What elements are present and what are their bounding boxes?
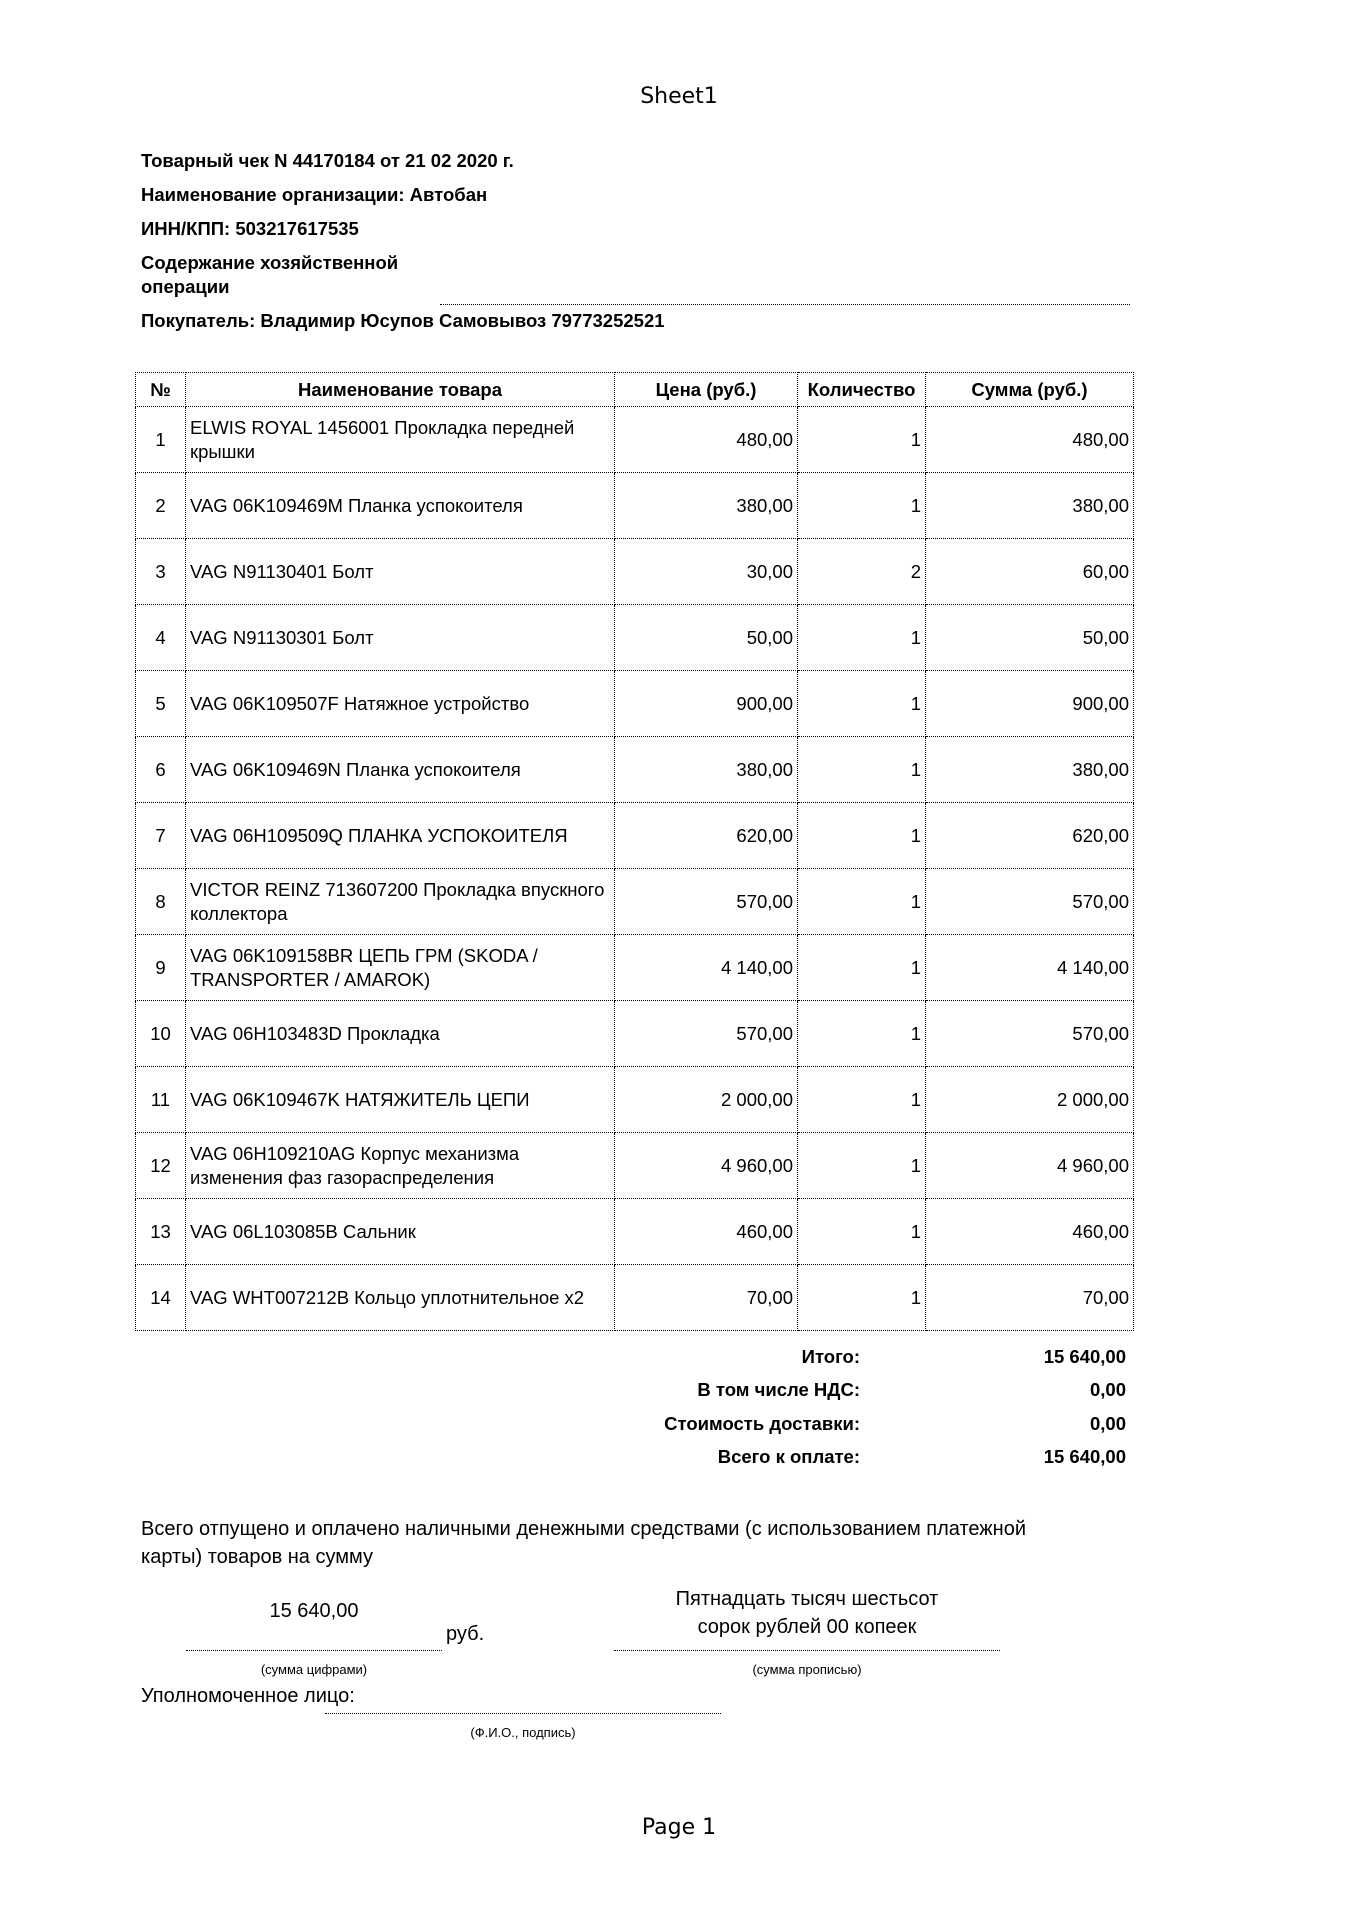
row-sum: 480,00 — [926, 407, 1134, 473]
row-price: 380,00 — [615, 737, 798, 803]
row-name: ELWIS ROYAL 1456001 Прокладка передней крышки — [186, 407, 615, 473]
row-quantity: 1 — [798, 1133, 926, 1199]
currency-label: руб. — [446, 1623, 485, 1645]
operation-label-line2: операции — [141, 276, 230, 297]
delivery-value: 0,00 — [1089, 1413, 1126, 1434]
row-quantity: 1 — [798, 935, 926, 1001]
table-row — [136, 869, 1134, 935]
itogo-value: 15 640,00 — [1043, 1346, 1126, 1367]
row-number: 2 — [136, 473, 186, 539]
table-row — [136, 1133, 1134, 1199]
row-number: 3 — [136, 539, 186, 605]
amount-words-line1: Пятнадцать тысяч шестьсот — [675, 1588, 939, 1610]
row-price: 460,00 — [615, 1199, 798, 1265]
table-row — [136, 473, 1134, 539]
row-name: VAG 06K109469M Планка успокоителя — [186, 473, 615, 539]
row-sum: 50,00 — [926, 605, 1134, 671]
row-quantity: 1 — [798, 737, 926, 803]
row-quantity: 1 — [798, 671, 926, 737]
row-sum: 900,00 — [926, 671, 1134, 737]
row-price: 4 960,00 — [615, 1133, 798, 1199]
row-number: 5 — [136, 671, 186, 737]
row-price: 30,00 — [615, 539, 798, 605]
row-price: 50,00 — [615, 605, 798, 671]
amount-digits: 15 640,00 — [269, 1600, 359, 1622]
row-number: 1 — [136, 407, 186, 473]
vat-value: 0,00 — [1089, 1379, 1126, 1400]
row-price: 570,00 — [615, 869, 798, 935]
table-header-row — [136, 373, 1134, 407]
row-name: VAG WHT007212B Кольцо уплотнительное x2 — [186, 1265, 615, 1331]
row-number: 7 — [136, 803, 186, 869]
table-row — [136, 671, 1134, 737]
row-price: 620,00 — [615, 803, 798, 869]
row-quantity: 1 — [798, 407, 926, 473]
row-number: 10 — [136, 1001, 186, 1067]
operation-underline — [440, 304, 1130, 305]
row-name: VAG 06H103483D Прокладка — [186, 1001, 615, 1067]
col-header-quantity: Количество — [798, 373, 926, 407]
amount-words — [614, 1585, 1000, 1641]
caption-digits: (сумма цифрами) — [260, 1662, 368, 1677]
row-name: VAG N91130301 Болт — [186, 605, 615, 671]
col-header-sum: Сумма (руб.) — [926, 373, 1134, 407]
table-row — [136, 605, 1134, 671]
row-sum: 4 140,00 — [926, 935, 1134, 1001]
inn-kpp-line: ИНН/КПП: 503217617535 — [141, 218, 359, 239]
row-name: VAG 06K109469N Планка успокоителя — [186, 737, 615, 803]
table-row — [136, 803, 1134, 869]
signature-underline — [325, 1713, 721, 1714]
amount-words-line2: сорок рублей 00 копеек — [697, 1616, 917, 1638]
col-header-name: Наименование товара — [186, 373, 615, 407]
vat-label: В том числе НДС: — [697, 1379, 860, 1400]
row-price: 70,00 — [615, 1265, 798, 1331]
row-price: 380,00 — [615, 473, 798, 539]
table-row — [136, 1265, 1134, 1331]
row-sum: 570,00 — [926, 1001, 1134, 1067]
row-number: 6 — [136, 737, 186, 803]
row-quantity: 1 — [798, 1265, 926, 1331]
row-name: VAG 06K109507F Натяжное устройство — [186, 671, 615, 737]
row-name: VAG 06H109210AG Корпус механизма изменения фаз газораспределения — [186, 1133, 615, 1199]
row-number: 13 — [136, 1199, 186, 1265]
row-quantity: 2 — [798, 539, 926, 605]
table-row — [136, 1199, 1134, 1265]
row-sum: 570,00 — [926, 869, 1134, 935]
caption-words: (сумма прописью) — [752, 1662, 862, 1677]
amount-words-underline — [614, 1650, 1000, 1651]
row-sum: 620,00 — [926, 803, 1134, 869]
row-name: VAG 06H109509Q ПЛАНКА УСПОКОИТЕЛЯ — [186, 803, 615, 869]
row-number: 8 — [136, 869, 186, 935]
receipt-number-line: Товарный чек N 44170184 от 21 02 2020 г. — [141, 150, 514, 171]
row-sum: 380,00 — [926, 737, 1134, 803]
row-name: VAG N91130401 Болт — [186, 539, 615, 605]
table-row — [136, 1001, 1134, 1067]
page-number: Page 1 — [641, 1815, 717, 1840]
table-row — [136, 407, 1134, 473]
row-quantity: 1 — [798, 605, 926, 671]
row-price: 4 140,00 — [615, 935, 798, 1001]
items-table — [135, 372, 1134, 1331]
row-sum: 4 960,00 — [926, 1133, 1134, 1199]
operation-label-line1: Содержание хозяйственной — [141, 252, 399, 273]
authorized-person-label: Уполномоченное лицо: — [141, 1685, 355, 1707]
itogo-label: Итого: — [801, 1346, 860, 1367]
payment-statement: Всего отпущено и оплачено наличными денежными средствами (с использованием платежной карты) товаров на сумму — [141, 1518, 1026, 1568]
row-price: 900,00 — [615, 671, 798, 737]
row-sum: 460,00 — [926, 1199, 1134, 1265]
row-number: 12 — [136, 1133, 186, 1199]
grand-total-value: 15 640,00 — [1043, 1446, 1126, 1467]
row-number: 11 — [136, 1067, 186, 1133]
row-number: 14 — [136, 1265, 186, 1331]
row-price: 480,00 — [615, 407, 798, 473]
buyer-line: Покупатель: Владимир Юсупов Самовывоз 79773252521 — [141, 310, 665, 331]
row-sum: 60,00 — [926, 539, 1134, 605]
row-sum: 70,00 — [926, 1265, 1134, 1331]
row-name: VAG 06K109467K НАТЯЖИТЕЛЬ ЦЕПИ — [186, 1067, 615, 1133]
row-number: 9 — [136, 935, 186, 1001]
delivery-label: Стоимость доставки: — [664, 1413, 860, 1434]
sheet-title: Sheet1 — [640, 84, 718, 109]
row-quantity: 1 — [798, 1067, 926, 1133]
row-name: VICTOR REINZ 713607200 Прокладка впускного коллектора — [186, 869, 615, 935]
row-number: 4 — [136, 605, 186, 671]
organization-line: Наименование организации: Автобан — [141, 184, 488, 205]
col-header-number: № — [136, 373, 186, 407]
row-quantity: 1 — [798, 473, 926, 539]
row-price: 570,00 — [615, 1001, 798, 1067]
caption-signature: (Ф.И.О., подпись) — [470, 1725, 576, 1740]
col-header-price: Цена (руб.) — [615, 373, 798, 407]
row-quantity: 1 — [798, 1199, 926, 1265]
row-quantity: 1 — [798, 803, 926, 869]
row-price: 2 000,00 — [615, 1067, 798, 1133]
amount-digits-underline — [186, 1650, 442, 1651]
table-row — [136, 935, 1134, 1001]
row-quantity: 1 — [798, 869, 926, 935]
row-name: VAG 06K109158BR ЦЕПЬ ГРМ (SKODA / TRANSPORTER / AMAROK) — [186, 935, 615, 1001]
grand-total-label: Всего к оплате: — [717, 1446, 860, 1467]
row-sum: 2 000,00 — [926, 1067, 1134, 1133]
row-quantity: 1 — [798, 1001, 926, 1067]
row-sum: 380,00 — [926, 473, 1134, 539]
table-row — [136, 539, 1134, 605]
row-name: VAG 06L103085B Сальник — [186, 1199, 615, 1265]
table-row — [136, 737, 1134, 803]
table-row — [136, 1067, 1134, 1133]
